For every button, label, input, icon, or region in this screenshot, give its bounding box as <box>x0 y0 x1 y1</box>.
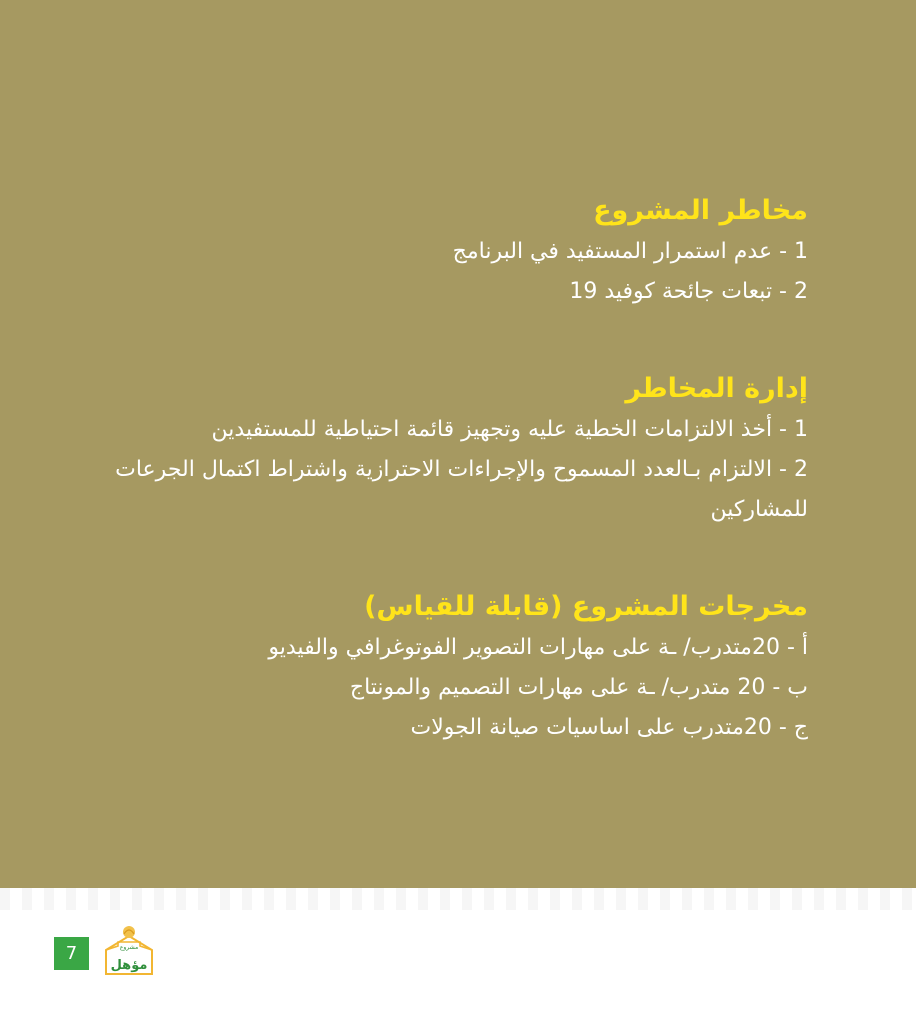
list-item: 1 - أخذ الالتزامات الخطية عليه وتجهيز قائمة احتياطية للمستفيدين <box>211 417 808 442</box>
section-project-risks <box>88 190 808 312</box>
section-title: مخرجات المشروع (قابلة للقياس) <box>364 591 808 622</box>
decorative-pattern-strip <box>0 888 916 910</box>
page-content <box>88 190 808 804</box>
logo-text: مؤهل <box>110 958 148 973</box>
page-number-badge: 7 <box>54 937 89 970</box>
list-item: 2 - الالتزام بـالعدد المسموح والإجراءات الاحترازية واشتراط اكتمال الجرعات للمشاركين <box>115 457 808 522</box>
section-project-outputs <box>88 586 808 748</box>
list-item: ج - 20متدرب على اساسيات صيانة الجولات <box>410 715 808 740</box>
list-item: أ - 20متدرب/ ـة على مهارات التصوير الفوتوغرافي والفيديو <box>268 635 808 660</box>
section-title: مخاطر المشروع <box>593 195 808 226</box>
svg-text:مشروع: مشروع <box>119 944 139 951</box>
list-item: ب - 20 متدرب/ ـة على مهارات التصميم والمونتاج <box>349 675 808 700</box>
section-title: إدارة المخاطر <box>625 373 808 404</box>
list-item: 2 - تبعات جائحة كوفيد 19 <box>569 279 808 304</box>
section-risk-management <box>88 368 808 530</box>
list-item: 1 - عدم استمرار المستفيد في البرنامج <box>452 239 808 264</box>
